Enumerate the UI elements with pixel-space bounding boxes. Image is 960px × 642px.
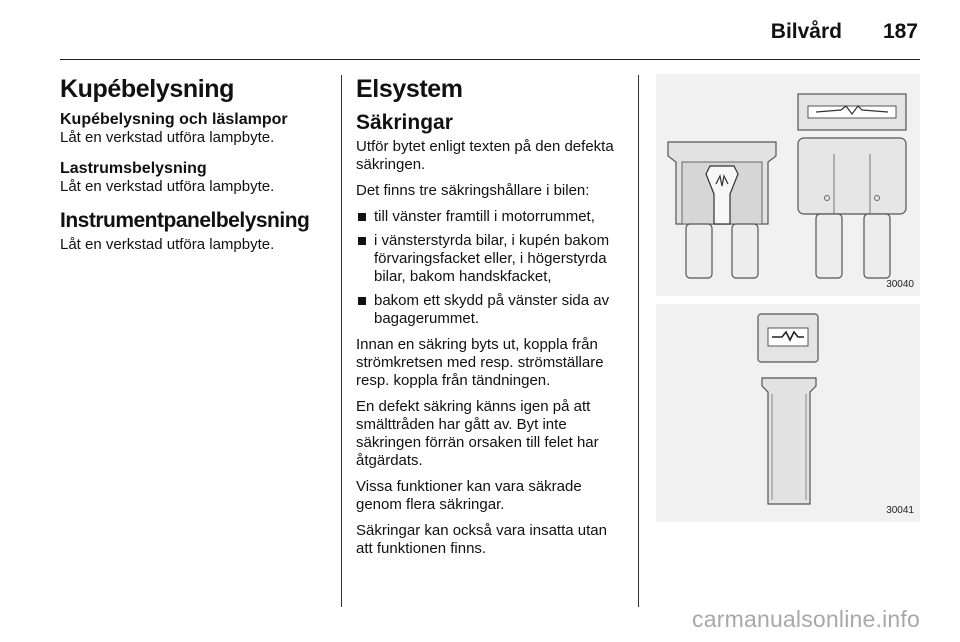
paragraph-6: Säkringar kan också vara insatta utan att funktionen finns. [356, 522, 607, 557]
heading-instrument-panel: Instrumentpanelbelysning [60, 209, 310, 232]
text-reading-lamps: Låt en verkstad utföra lampbyte. [60, 129, 275, 146]
list-item: bakom ett skydd på vänster sida av bagagerummet. [356, 292, 626, 328]
list-item: i vänsterstyrda bilar, i kupén bakom förvaringsfacket eller, i högerstyrda bilar, bakom handskfacket, [356, 232, 626, 286]
heading-elsystem: Elsystem [356, 75, 463, 103]
figure-blade-fuses [656, 74, 920, 296]
blade-fuse-illustration [656, 74, 920, 296]
text-luggage-light: Låt en verkstad utföra lampbyte. [60, 178, 275, 195]
list-item: till vänster framtill i motorrummet, [356, 208, 626, 226]
paragraph-1: Utför bytet enligt texten på den defekta säkringen. [356, 138, 614, 173]
header-rule [60, 59, 920, 60]
subheading-sakringar: Säkringar [356, 111, 453, 134]
figure-code-30040: 30040 [886, 279, 914, 290]
paragraph-3: Innan en säkring byts ut, koppla från strömkretsen med resp. strömställare resp. koppla från tändningen. [356, 336, 604, 389]
left-column [60, 74, 330, 262]
section-luggage-light [60, 159, 330, 196]
fuse-extractor-illustration [656, 304, 920, 522]
middle-column [356, 74, 626, 566]
paragraph-5: Vissa funktioner kan vara säkrade genom flera säkringar. [356, 478, 582, 513]
heading-kupebelysning: Kupébelysning [60, 75, 234, 103]
page-header [60, 14, 920, 58]
column-divider-2 [638, 75, 639, 607]
subheading-reading-lamps: Kupébelysning och läslampor [60, 111, 288, 128]
paragraph-2: Det finns tre säkringshållare i bilen: [356, 182, 590, 199]
column-divider-1 [341, 75, 342, 607]
bullet-square-icon [358, 213, 366, 221]
watermark: carmanualsonline.info [692, 606, 920, 632]
figure-fuse-extractor [656, 304, 920, 522]
bullet-square-icon [358, 237, 366, 245]
figure-code-30041: 30041 [886, 505, 914, 516]
page-number: 187 [882, 20, 918, 43]
paragraph-4: En defekt säkring känns igen på att smälttråden har gått av. Byt inte säkringen förrän orsaken till felet har åtgärdats. [356, 398, 599, 469]
text-instrument-panel: Låt en verkstad utföra lampbyte. [60, 236, 275, 253]
section-title: Bilvård [770, 20, 842, 43]
section-reading-lamps [60, 110, 330, 147]
fuse-holder-list [356, 208, 626, 328]
subheading-luggage-light: Lastrumsbelysning [60, 160, 207, 177]
bullet-square-icon [358, 297, 366, 305]
